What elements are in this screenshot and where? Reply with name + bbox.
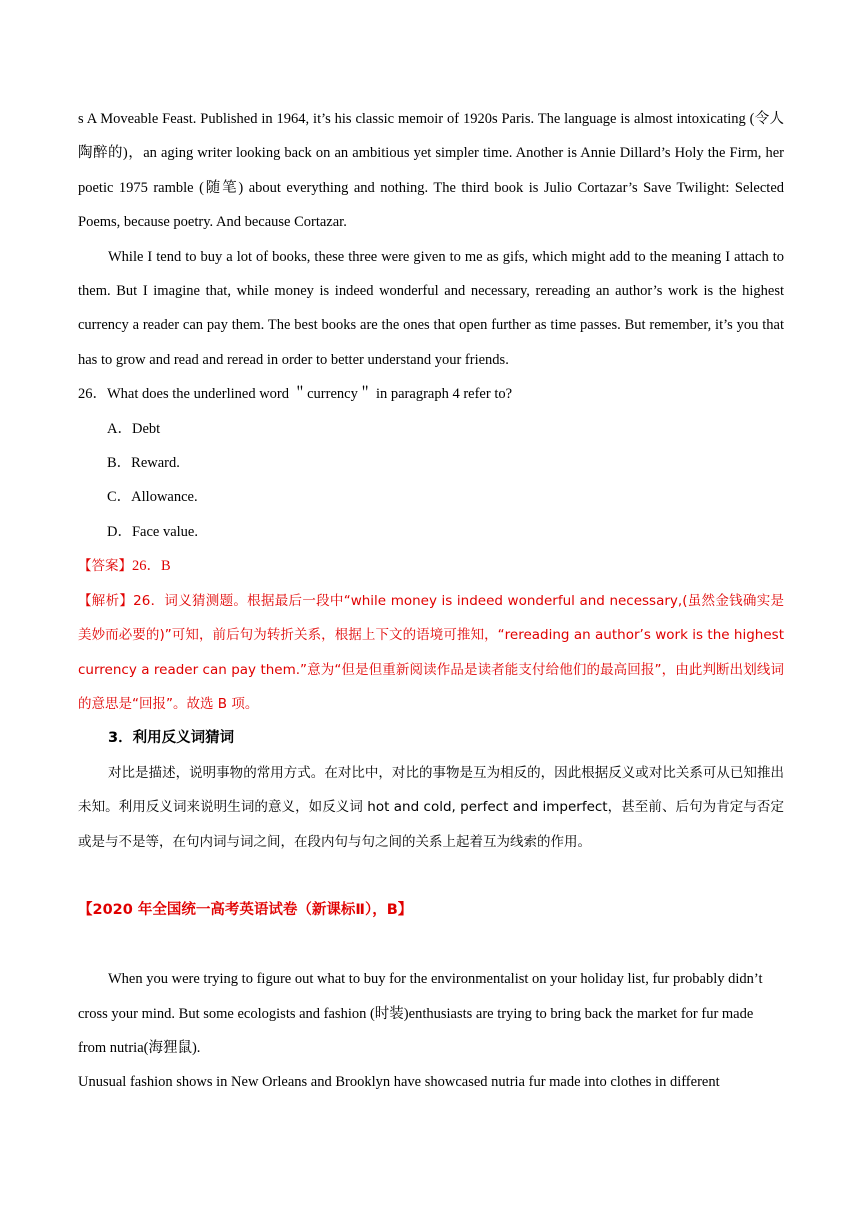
passage-paragraph: s A Moveable Feast. Published in 1964, it’s his classic memoir of 1920s Paris. The language is almost intoxicating (令人陶醉的)，an aging writer looking back on an ambitious yet simpler time. Another is Annie Dillard’s Holy the Firm, her poetic 1975 ramble (随笔) about everything and nothing. The third book is Julio Cortazar’s Save Twilight: Selected Poems, because poetry. And because Cortazar. [78,111,784,231]
passage-paragraph: While I tend to buy a lot of books, these three were given to me as gifs, which might add to the meaning I attach to them. But I imagine that, while money is indeed wonderful and necessary, rereading an author’s work is the highest currency a reader can pay them. The best books are the ones that open further as time passes. But remember, it’s you that has to grow and read and reread in order to better understand your friends. [78,248,784,368]
option-a: A．Debt [107,420,161,437]
answer-text: 26．B [132,558,171,575]
option-d: D．Face value. [107,523,198,540]
answer-line [78,549,784,583]
method-paragraph: 对比是描述，说明事物的常用方式。在对比中，对比的事物是互为相反的，因此根据反义或对比关系可从已知推出未知。利用反义词来说明生词的意义，如反义词 hot and cold, perfect and imperfect，甚至前、后句为肯定与否定或是与不是等，在句内词与词之间，在段内句与句之间的关系上起着互为线索的作用。 [78,764,784,850]
answer-tag: 【答案】 [78,558,132,575]
analysis-tag: 【解析】 [78,592,134,609]
question-text: 26．What does the underlined word ＂currency＂ in paragraph 4 refer to? [78,386,513,403]
analysis-paragraph [78,584,784,722]
passage-paragraph: When you were trying to figure out what to buy for the environmentalist on your holiday list, fur probably didn’t cross your mind. But some ecologists and fashion (时装)enthusiasts are trying to bring back the market for fur made from nutria(海狸鼠). [78,971,763,1056]
passage-paragraph: Unusual fashion shows in New Orleans and Brooklyn have showcased nutria fur made into clothes in different [78,1074,720,1091]
source-label: 【2020 年全国统一高考英语试卷（新课标Ⅱ），B】 [78,902,413,919]
analysis-text: 26．词义猜测题。根据最后一段中“while money is indeed wonderful and necessary,(虽然金钱确实是美妙而必要的)”可知，前后句为转折关系，根据上下文的语境可推知，“rereading an author’s work is the highest currency a reader can pay them.”意为“但是但重新阅读作品是读者能支付给他们的最高回报”，由此判断出划线词的意思是“回报”。故选 B 项。 [78,592,784,712]
option-b: B．Reward. [107,455,180,472]
spacer [78,859,784,893]
method-heading: 3．利用反义词猜词 [108,730,235,747]
document-page [78,102,784,1100]
spacer [78,928,784,962]
option-c: C．Allowance. [107,489,198,506]
